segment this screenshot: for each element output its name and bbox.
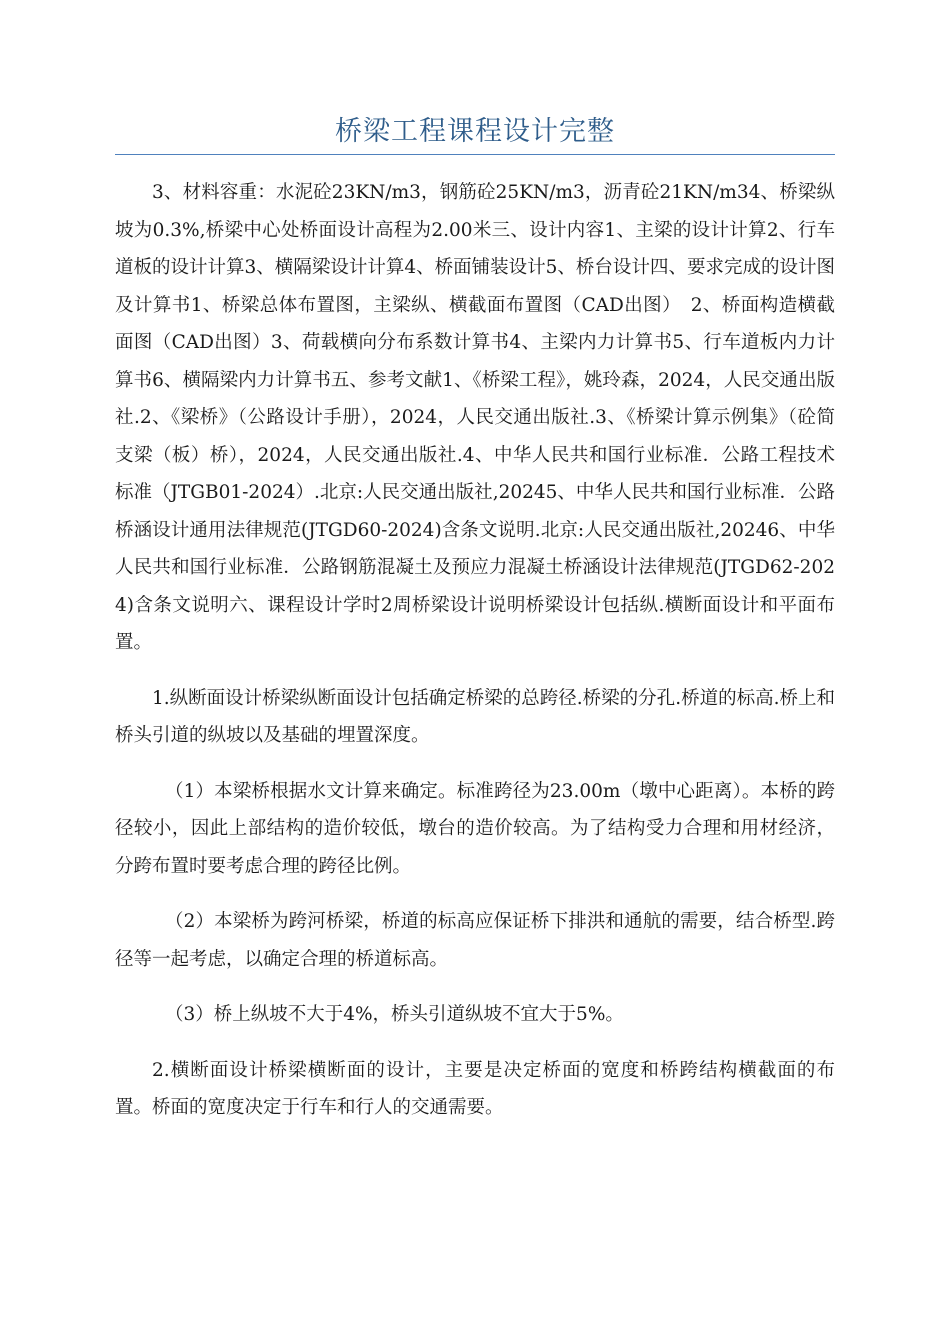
- paragraph-cross-section-design: 2.横断面设计桥梁横断面的设计，主要是决定桥面的宽度和桥跨结构横截面的布置。桥面的宽度决定于行车和行人的交通需要。: [115, 1059, 835, 1118]
- paragraph-longitudinal-design: 1.纵断面设计桥梁纵断面设计包括确定桥梁的总跨径.桥梁的分孔.桥道的标高.桥上和桥头引道的纵坡以及基础的埋置深度。: [115, 687, 835, 746]
- page-title: 桥梁工程课程设计完整: [335, 116, 615, 147]
- document-body: [115, 174, 835, 1145]
- paragraph-span-item-1: （1）本梁桥根据水文计算来确定。标准跨径为23.00m（墩中心距离）。本桥的跨径较小，因此上部结构的造价较低，墩台的造价较高。为了结构受力合理和用材经济，分跨布置时要考虑合理的跨径比例。: [115, 780, 835, 877]
- title-underline: [115, 154, 835, 155]
- paragraph-materials-and-references: 3、材料容重：水泥砼23KN/m3，钢筋砼25KN/m3，沥青砼21KN/m34、桥梁纵坡为0.3%,桥梁中心处桥面设计高程为2.00米三、设计内容1、主梁的设计计算2、行车道板的设计计算3、横隔梁设计计算4、桥面铺装设计5、桥台设计四、要求完成的设计图及计算书1、桥梁总体布置图，主梁纵、横截面布置图（CAD出图） 2、桥面构造横截面图（CAD出图）3、荷载横向分布系数计算书4、主梁内力计算书5、行车道板内力计算书6、横隔梁内力计算书五、参考文献1、《桥梁工程》，姚玲森，2024，人民交通出版社.2、《梁桥》（公路设计手册），2024，人民交通出版社.3、《桥梁计算示例集》（砼简支梁（板）桥），2024，人民交通出版社.4、中华人民共和国行业标准．公路工程技术标准（JTGB01-2024）.北京:人民交通出版社,20245、中华人民共和国行业标准．公路桥涵设计通用法律规范(JTGD60-2024)含条文说明.北京:人民交通出版社,20246、中华人民共和国行业标准．公路钢筋混凝土及预应力混凝土桥涵设计法律规范(JTGD62-2024)含条文说明六、课程设计学时2周桥梁设计说明桥梁设计包括纵.横断面设计和平面布置。: [115, 182, 835, 653]
- paragraph-slope-item-3: （3）桥上纵坡不大于4%，桥头引道纵坡不宜大于5%。: [164, 1004, 624, 1025]
- paragraph-elevation-item-2: （2）本梁桥为跨河桥梁，桥道的标高应保证桥下排洪和通航的需要，结合桥型.跨径等一起考虑，以确定合理的桥道标高。: [115, 911, 835, 970]
